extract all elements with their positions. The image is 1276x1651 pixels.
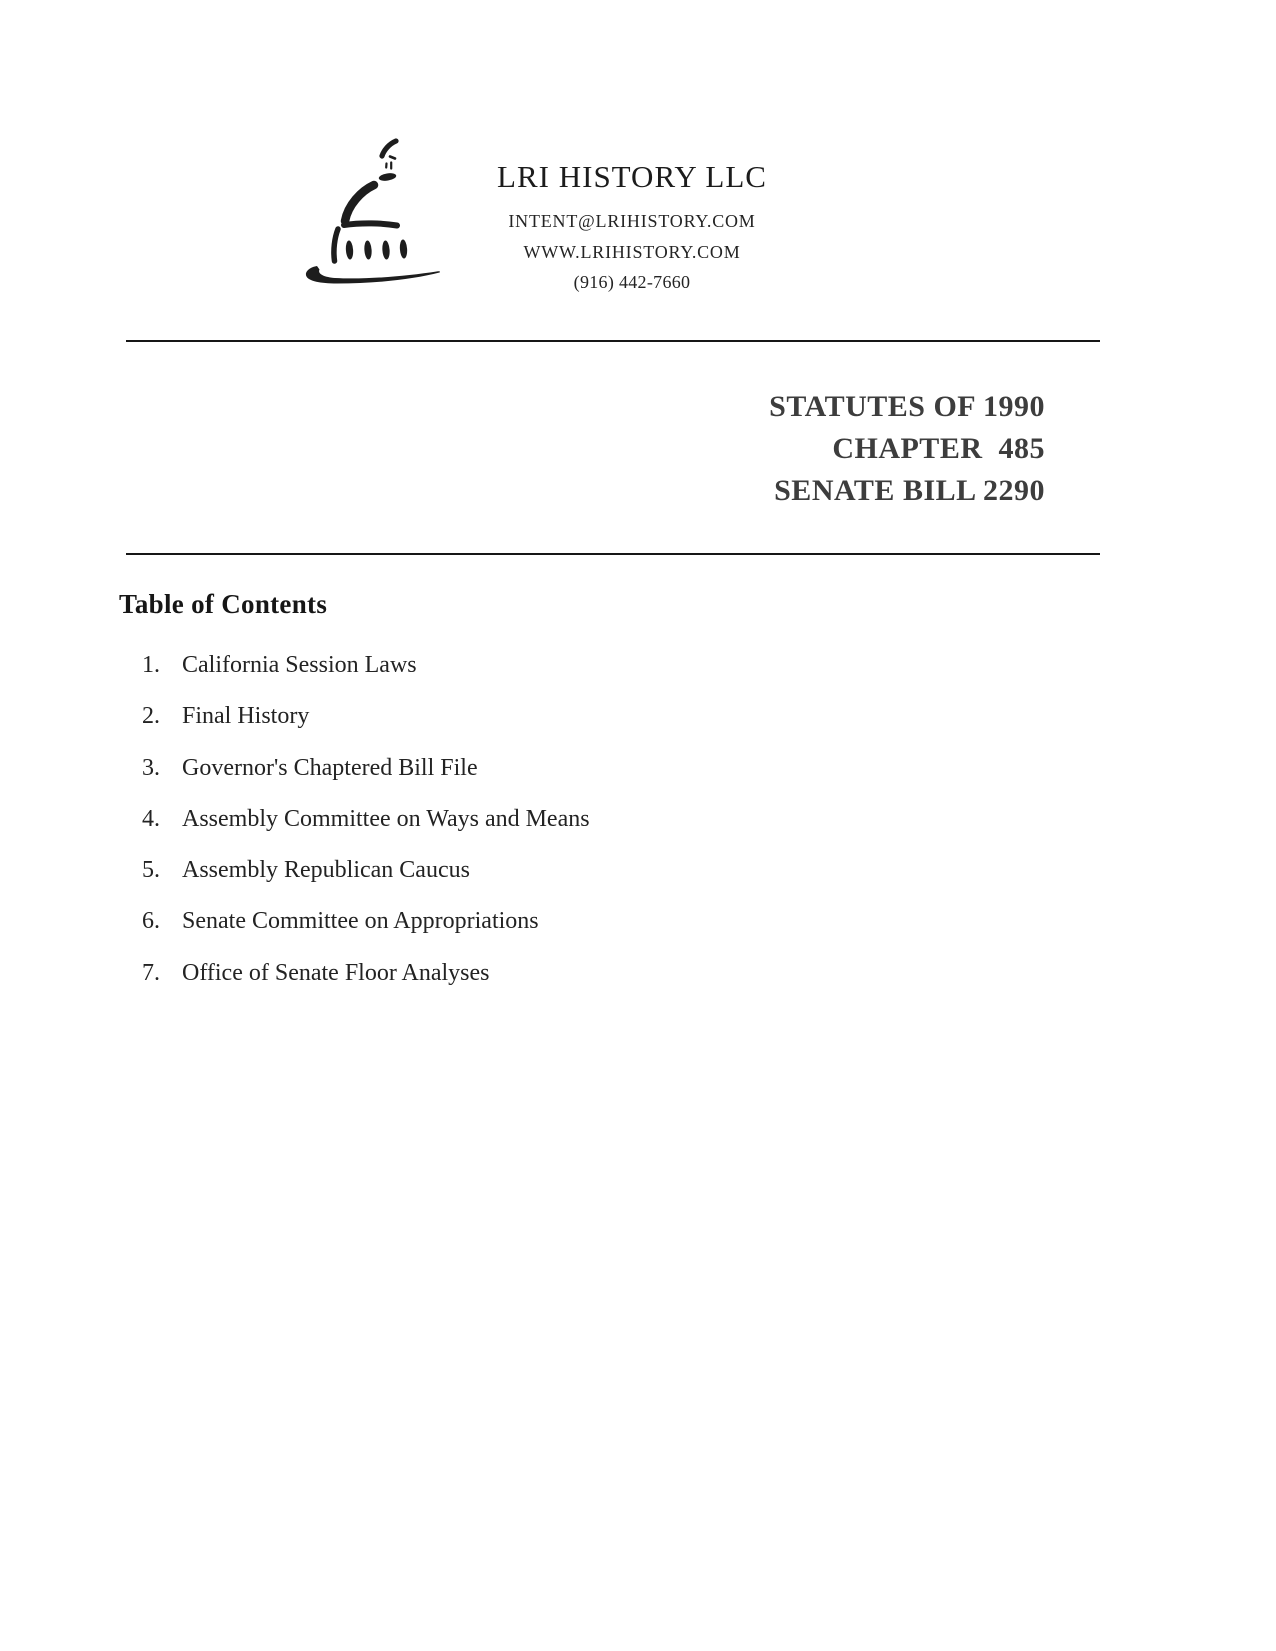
toc-list <box>142 651 902 1010</box>
toc-item-label: Assembly Committee on Ways and Means <box>182 805 590 832</box>
toc-item-label: Governor's Chaptered Bill File <box>182 754 478 781</box>
toc-item-number: 5. <box>142 857 160 884</box>
company-phone: (916) 442-7660 <box>573 272 691 292</box>
toc-item <box>142 959 902 987</box>
toc-heading: Table of Contents <box>119 589 328 619</box>
toc-item <box>142 651 902 679</box>
statute-title-block <box>769 386 1045 512</box>
statute-title-line-senate-bill: SENATE BILL 2290 <box>774 474 1045 507</box>
toc-item-label: California Session Laws <box>182 652 417 678</box>
toc-item <box>142 907 902 935</box>
toc-item-label: Office of Senate Floor Analyses <box>182 959 490 986</box>
statute-title-line-statutes: STATUTES OF 1990 <box>769 390 1045 423</box>
toc-item-label: Senate Committee on Appropriations <box>182 908 539 935</box>
toc-item <box>142 754 902 782</box>
toc-item-number: 4. <box>142 805 160 832</box>
toc-item-number: 1. <box>142 652 160 678</box>
statute-title-line-chapter: CHAPTER 485 <box>832 432 1045 465</box>
toc-item-label: Assembly Republican Caucus <box>182 857 470 884</box>
toc-item <box>142 702 902 730</box>
toc-item-number: 2. <box>142 703 160 730</box>
toc-item-label: Final History <box>182 703 310 730</box>
divider-top <box>126 340 1100 342</box>
toc-item-number: 7. <box>142 959 160 986</box>
toc-item <box>142 856 902 884</box>
toc-item-number: 3. <box>142 754 160 781</box>
toc-item-number: 6. <box>142 908 160 935</box>
divider-bottom <box>126 553 1100 555</box>
toc-item <box>142 805 902 833</box>
company-website: WWW.LRIHISTORY.COM <box>523 242 741 262</box>
capitol-dome-logo-icon <box>290 125 460 295</box>
header-contact-block <box>457 160 807 293</box>
company-email: INTENT@LRIHISTORY.COM <box>508 211 756 231</box>
company-name: LRI HISTORY LLC <box>497 159 767 194</box>
